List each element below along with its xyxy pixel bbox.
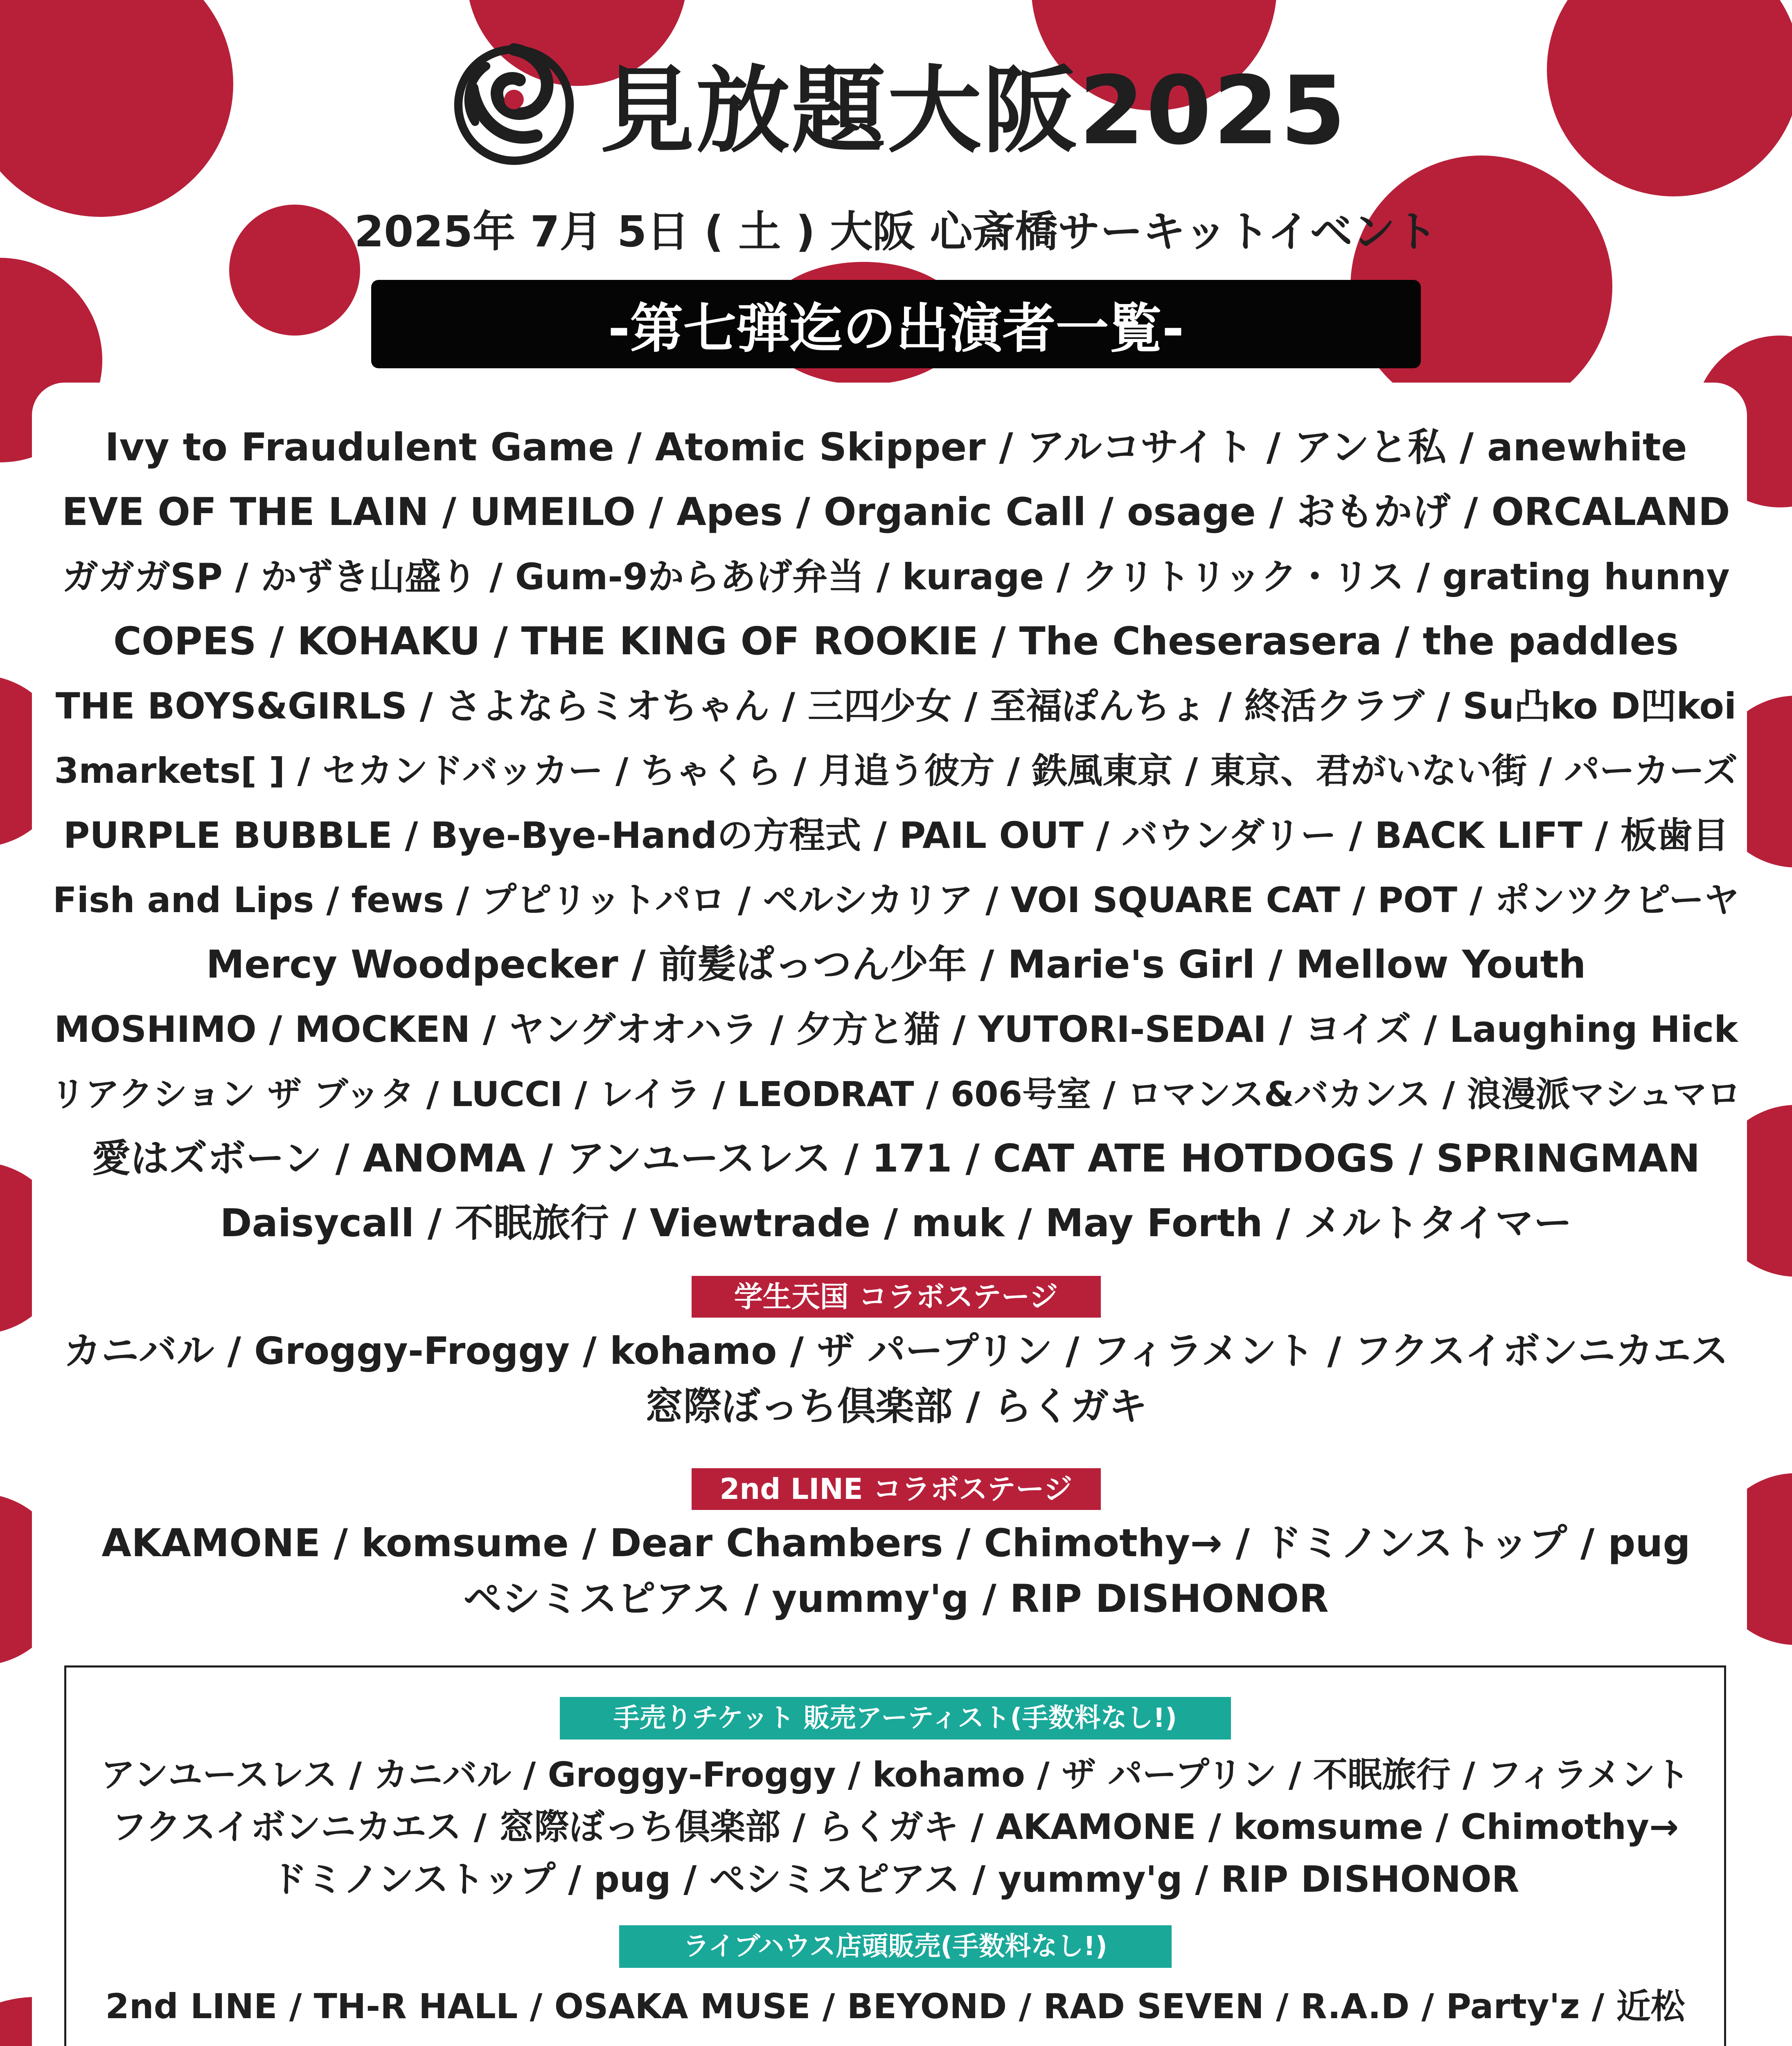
lineup-line: Fish and Lips / fews / プピリットパロ / ペルシカリア / VOI SQUARE CAT / POT / ポンツクピーヤ (52, 880, 1740, 921)
lineup-line: Daisycall / 不眠旅行 / Viewtrade / muk / May Forth / メルトタイマー (220, 1201, 1572, 1246)
swirl-logo-icon (444, 33, 584, 172)
lineup-banner: -第七弾迄の出演者一覧- (371, 280, 1421, 368)
collab-2ndline-label: 2nd LINE コラボステージ (692, 1468, 1101, 1510)
lineup-line: COPES / KOHAKU / THE KING OF ROOKIE / The Cheserasera / the paddles (113, 619, 1679, 664)
header (0, 25, 1792, 368)
collab-gakusei-section (0, 1276, 1792, 1435)
main-lineup (0, 415, 1792, 1256)
lineup-line: THE BOYS&GIRLS / さよならミオちゃん / 三四少女 / 至福ぽんちょ / 終活クラブ / Su凸ko D凹koi (55, 685, 1737, 727)
collab-line: 窓際ぼっち倶楽部 / らくガキ (645, 1384, 1147, 1429)
hand-ticket-line: アンユースレス / カニバル / Groggy-Froggy / kohamo / ザ パープリン / 不眠旅行 / フィラメント (101, 1755, 1690, 1795)
lineup-line: ガガガSP / かずき山盛り / Gum-9からあげ弁当 / kurage / クリトリック・リス / grating hunny (62, 556, 1730, 598)
lineup-line: Mercy Woodpecker / 前髪ぱっつん少年 / Marie's Girl / Mellow Youth (206, 942, 1586, 987)
lineup-line: リアクション ザ ブッタ / LUCCI / レイラ / LEODRAT / 606号室 / ロマンス&バカンス / 浪漫派マシュマロ (51, 1074, 1741, 1114)
event-title: 見放題大阪2025 (600, 56, 1348, 166)
lineup-line: 3markets[ ] / セカンドバッカー / ちゃくら / 月追う彼方 / 鉄風東京 / 東京、君がいない街 / パーカーズ (54, 750, 1738, 791)
collab-2ndline-section (0, 1468, 1792, 1627)
hand-ticket-line: ドミノンストップ / pug / ペシミスピアス / yummy'g / RIP DISHONOR (271, 1858, 1519, 1900)
livehouse-sales-label: ライブハウス店頭販売(手数料なし!) (619, 1925, 1172, 1968)
hand-ticket-line: フクスイボンニカエス / 窓際ぼっち倶楽部 / らくガキ / AKAMONE / komsume / Chimothy→ (111, 1807, 1679, 1848)
livehouse-sales-line: 2nd LINE / TH-R HALL / OSAKA MUSE / BEYOND / RAD SEVEN / R.A.D / Party'z / 近松 (105, 1986, 1685, 2026)
lineup-line: PURPLE BUBBLE / Bye-Bye-Handの方程式 / PAIL OUT / バウンダリー / BACK LIFT / 板歯目 (63, 814, 1729, 856)
collab-line: AKAMONE / komsume / Dear Chambers / Chimothy→ / ドミノンストップ / pug (101, 1521, 1691, 1566)
collab-gakusei-label: 学生天国 コラボステージ (692, 1276, 1101, 1318)
lineup-line: 愛はズボーン / ANOMA / アンユースレス / 171 / CAT ATE HOTDOGS / SPRINGMAN (92, 1136, 1700, 1181)
lineup-line: MOSHIMO / MOCKEN / ヤングオオハラ / 夕方と猫 / YUTORI-SEDAI / ヨイズ / Laughing Hick (54, 1008, 1738, 1050)
lineup-line: EVE OF THE LAIN / UMEILO / Apes / Organic Call / osage / おもかげ / ORCALAND (62, 490, 1730, 534)
hand-ticket-label: 手売りチケット 販売アーティスト(手数料なし!) (560, 1697, 1231, 1740)
event-date: 2025年 7月 5日 ( 土 ) 大阪 心斎橋サーキットイベント (354, 207, 1438, 257)
lineup-line: Ivy to Fraudulent Game / Atomic Skipper / アルコサイト / アンと私 / anewhite (105, 425, 1687, 470)
collab-line: カニバル / Groggy-Froggy / kohamo / ザ パープリン / フィラメント / フクスイボンニカエス (63, 1329, 1729, 1373)
collab-line: ペシミスピアス / yummy'g / RIP DISHONOR (463, 1577, 1329, 1621)
logo-row (0, 25, 1792, 180)
ticket-info-box (64, 1665, 1726, 2046)
